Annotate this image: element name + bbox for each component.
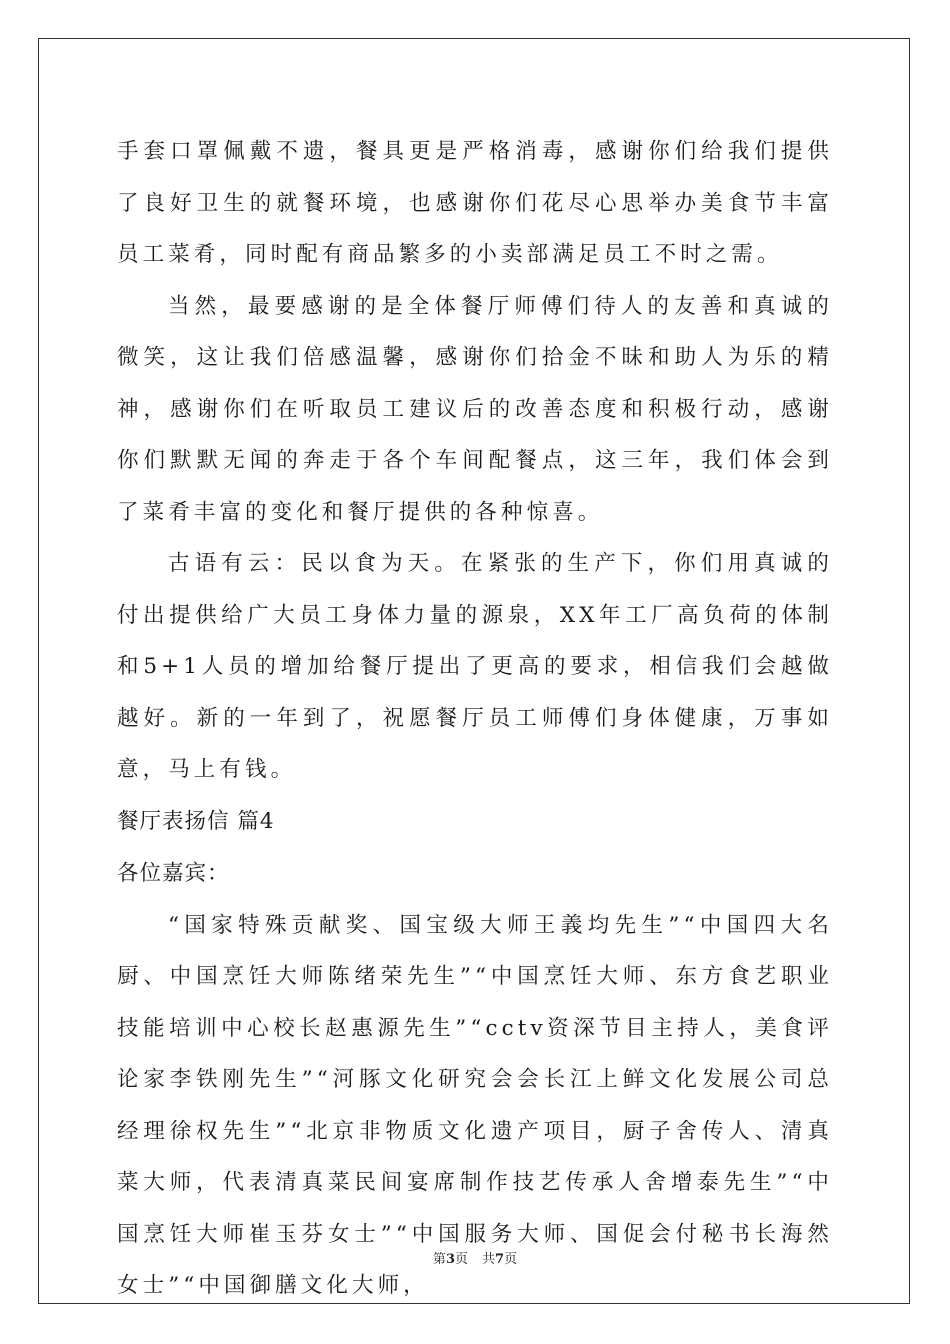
salutation: 各位嘉宾： <box>117 860 230 886</box>
page-unit: 页 <box>454 1252 468 1267</box>
document-body <box>117 126 833 1312</box>
paragraph-2: 当然，最要感谢的是全体餐厅师傅们待人的友善和真诚的微笑，这让我们倍感温馨，感谢你们拾金不昧和助人为乐的精神，感谢你们在听取员工建议后的改善态度和积极行动，感谢你们默默无闻的奔走于各个车间配餐点，这三年，我们体会到了菜肴丰富的变化和餐厅提供的各种惊喜。 <box>117 293 833 525</box>
paragraph-1: 手套口罩佩戴不遗，餐具更是严格消毒，感谢你们给我们提供了良好卫生的就餐环境，也感谢你们花尽心思举办美食节丰富员工菜肴，同时配有商品繁多的小卖部满足员工不时之需。 <box>117 139 833 267</box>
section-heading: 餐厅表扬信 篇4 <box>117 808 275 834</box>
page-prefix: 第 <box>432 1252 446 1267</box>
guests-paragraph: “国家特殊贡献奖、国宝级大师王義均先生”“中国四大名厨、中国烹饪大师陈绪荣先生”“中国烹饪大师、东方食艺职业技能培训中心校长赵惠源先生”“cctv资深节目主持人，美食评论家李铁刚先生”“河豚文化研究会会长江上鲜文化发展公司总经理徐权先生”“北京非物质文化遗产项目，厨子舍传人、清真菜大师，代表清真菜民间宴席制作技艺传承人舍增泰先生”“中国烹饪大师崔玉芬女士”“中国服务大师、国促会付秘书长海然女士”“中国御膳文化大师， <box>117 912 833 1298</box>
paragraph-3: 古语有云：民以食为天。在紧张的生产下，你们用真诚的付出提供给广大员工身体力量的源泉，XX年工厂高负荷的体制和5+1人员的增加给餐厅提出了更高的要求，相信我们会越做越好。新的一年到了，祝愿餐厅员工师傅们身体健康，万事如意，马上有钱。 <box>117 551 833 782</box>
total-prefix: 共 <box>482 1252 496 1267</box>
page-footer <box>0 1248 950 1267</box>
page-current: 3 <box>445 1252 455 1267</box>
page-total: 7 <box>495 1252 505 1267</box>
total-unit: 页 <box>504 1252 518 1267</box>
